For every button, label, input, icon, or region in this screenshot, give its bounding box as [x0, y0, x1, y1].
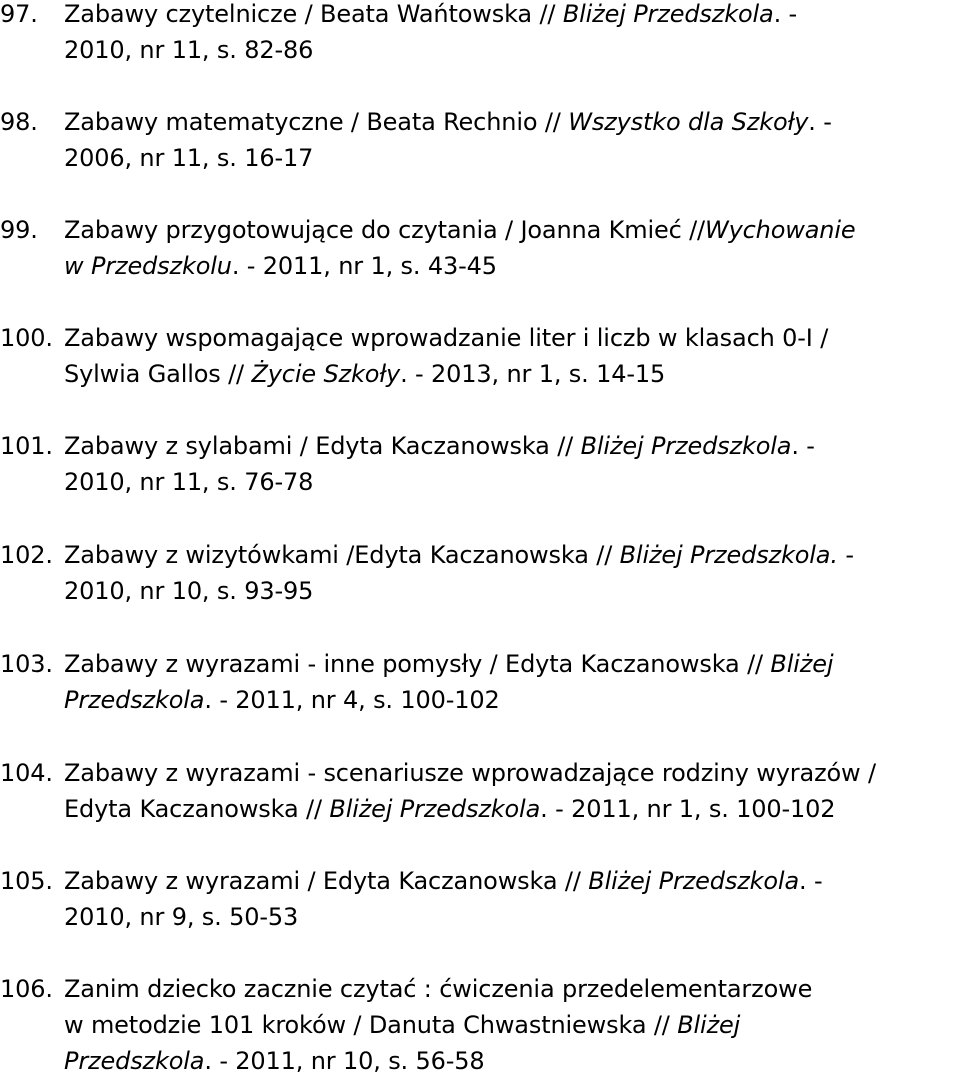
- citation-text: w metodzie 101 kroków / Danuta Chwastniewska //: [64, 1011, 678, 1039]
- entry-text: [64, 212, 960, 284]
- citation-text: Zabawy z wyrazami - inne pomysły / Edyta Kaczanowska //: [64, 650, 771, 678]
- entry-number: 105.: [0, 867, 53, 895]
- journal-title: w Przedszkolu: [64, 252, 232, 280]
- entry-line: [64, 356, 960, 392]
- citation-text: 2010, nr 11, s. 82-86: [64, 36, 314, 64]
- citation-text: Zabawy z wyrazami / Edyta Kaczanowska //: [64, 867, 589, 895]
- citation-text: 2006, nr 11, s. 16-17: [64, 144, 314, 172]
- entry-number: 98.: [0, 108, 38, 136]
- journal-title: Bliżej Przedszkola: [588, 867, 800, 895]
- entry-line: [64, 573, 960, 609]
- entry-line: [64, 0, 960, 32]
- entry-text: [64, 971, 960, 1079]
- journal-title: Przedszkola: [64, 1047, 205, 1075]
- citation-text: Zabawy wspomagające wprowadzanie liter i liczb w klasach 0-I /: [64, 324, 829, 352]
- entry-line: [64, 755, 960, 791]
- journal-title: Bliżej: [677, 1011, 741, 1039]
- entry-line: [64, 646, 960, 682]
- entry-line: [64, 537, 960, 573]
- citation-text: Sylwia Gallos //: [64, 360, 252, 388]
- entry-text: [64, 646, 960, 718]
- journal-title: Bliżej Przedszkola: [580, 432, 792, 460]
- entry-number: 103.: [0, 650, 53, 678]
- entry-line: [64, 140, 960, 176]
- citation-text: Zabawy z sylabami / Edyta Kaczanowska //: [64, 432, 581, 460]
- journal-title: Wychowanie: [704, 216, 856, 244]
- entry-line: [64, 104, 960, 140]
- citation-text: Zanim dziecko zacznie czytać : ćwiczenia przedelementarzowe: [64, 975, 813, 1003]
- journal-title: Bliżej Przedszkola: [562, 0, 774, 28]
- journal-title: Życie Szkoły: [251, 360, 401, 388]
- citation-text: Zabawy przygotowujące do czytania / Joanna Kmieć //: [64, 216, 705, 244]
- entry-text: [64, 0, 960, 68]
- citation-text: Zabawy czytelnicze / Beata Wańtowska //: [64, 0, 563, 28]
- citation-text: . - 2011, nr 10, s. 56-58: [204, 1047, 485, 1075]
- entry-line: [64, 791, 960, 827]
- entry-line: [64, 899, 960, 935]
- entry-number: 99.: [0, 216, 38, 244]
- entry-line: [64, 32, 960, 68]
- entry-line: [64, 212, 960, 248]
- citation-text: Zabawy matematyczne / Beata Rechnio //: [64, 108, 569, 136]
- entry-line: [64, 1043, 960, 1079]
- entry-line: [64, 464, 960, 500]
- journal-title: Bliżej: [770, 650, 834, 678]
- journal-title: Wszystko dla Szkoły: [568, 108, 809, 136]
- citation-text: . -: [773, 0, 798, 28]
- entry-number: 100.: [0, 324, 53, 352]
- citation-text: . -: [808, 108, 832, 136]
- citation-text: 2010, nr 10, s. 93-95: [64, 577, 314, 605]
- citation-text: -: [837, 541, 854, 569]
- citation-text: Zabawy z wyrazami - scenariusze wprowadzające rodziny wyrazów /: [64, 759, 876, 787]
- entry-line: [64, 320, 960, 356]
- entry-text: [64, 755, 960, 827]
- entry-text: [64, 863, 960, 935]
- entry-line: [64, 863, 960, 899]
- entry-number: 102.: [0, 541, 53, 569]
- entry-text: [64, 320, 960, 392]
- journal-title: Bliżej Przedszkola.: [619, 541, 838, 569]
- entry-text: [64, 104, 960, 176]
- citation-text: . - 2013, nr 1, s. 14-15: [400, 360, 666, 388]
- journal-title: Przedszkola: [64, 686, 205, 714]
- entry-line: [64, 428, 960, 464]
- journal-title: Bliżej Przedszkola: [329, 795, 541, 823]
- citation-text: . -: [791, 432, 815, 460]
- entry-line: [64, 1007, 960, 1043]
- entry-line: [64, 682, 960, 718]
- citation-text: 2010, nr 11, s. 76-78: [64, 468, 314, 496]
- citation-text: Zabawy z wizytówkami /Edyta Kaczanowska //: [64, 541, 620, 569]
- citation-text: 2010, nr 9, s. 50-53: [64, 903, 299, 931]
- citation-text: . - 2011, nr 4, s. 100-102: [204, 686, 500, 714]
- citation-text: . - 2011, nr 1, s. 43-45: [231, 252, 497, 280]
- entry-text: [64, 428, 960, 500]
- citation-text: Edyta Kaczanowska //: [64, 795, 330, 823]
- entry-text: [64, 537, 960, 609]
- entry-line: [64, 248, 960, 284]
- citation-text: . - 2011, nr 1, s. 100-102: [540, 795, 836, 823]
- entry-number: 104.: [0, 759, 53, 787]
- entry-number: 97.: [0, 0, 38, 28]
- citation-text: . -: [799, 867, 823, 895]
- entry-number: 106.: [0, 975, 53, 1003]
- entry-number: 101.: [0, 432, 53, 460]
- entry-line: [64, 971, 960, 1007]
